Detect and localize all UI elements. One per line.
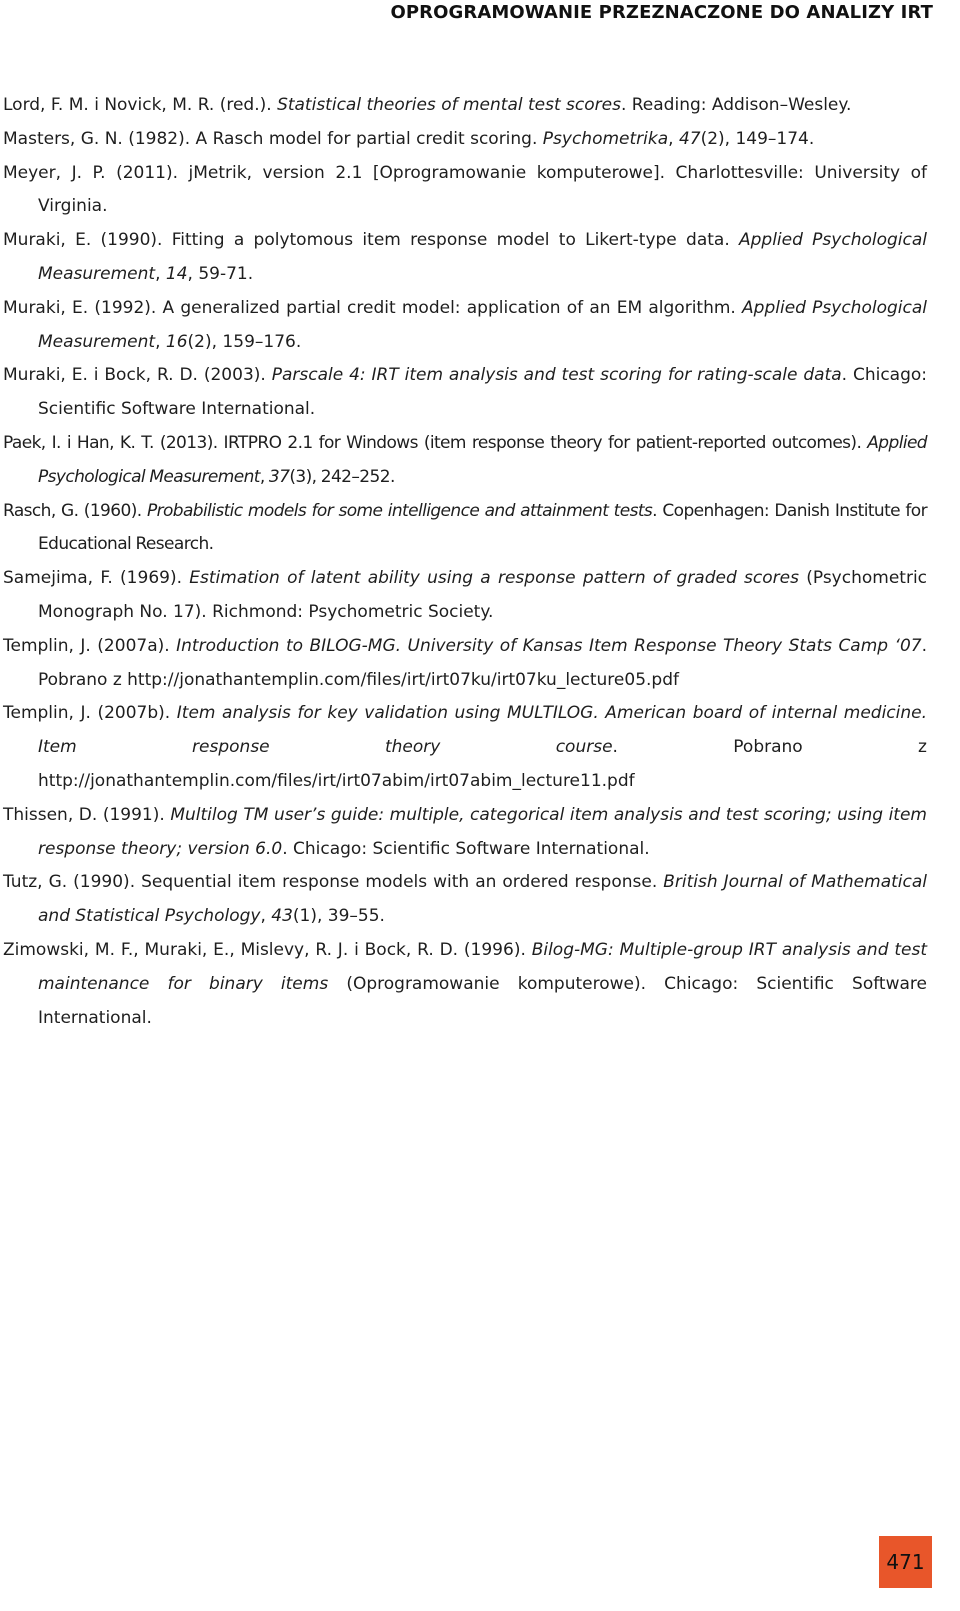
reference-text: Muraki, E. (1990). Fitting a polytomous item response model to Likert-type data. — [3, 230, 739, 251]
reference-text: (2), 159–176. — [187, 331, 302, 352]
reference-text: , 59-71. — [187, 263, 254, 284]
reference-entry — [3, 292, 927, 360]
reference-text: Templin, J. (2007a). — [3, 635, 177, 656]
page-number: 471 — [886, 1550, 925, 1574]
reference-title: Probabilistic models for some intelligence and attainment tests — [146, 500, 653, 521]
reference-volume: 37 — [268, 466, 290, 487]
reference-text: Muraki, E. i Bock, R. D. (2003). — [3, 365, 272, 386]
reference-list — [3, 89, 927, 1035]
reference-entry — [3, 224, 927, 292]
reference-entry — [3, 123, 927, 157]
reference-text: . Chicago: Scientific Software International. — [282, 838, 650, 859]
reference-text: . Chicago: Scientific Software International. — [38, 365, 928, 420]
reference-journal: British Journal of Mathematical and Statistical Psychology — [38, 872, 927, 927]
reference-entry — [3, 630, 927, 698]
reference-entry — [3, 562, 927, 630]
reference-entry — [3, 495, 927, 563]
reference-text: Paek, I. i Han, K. T. (2013). IRTPRO 2.1 for Windows (item response theory for patient-reported outcomes). — [3, 432, 868, 453]
reference-text: Tutz, G. (1990). Sequential item response models with an ordered response. — [3, 872, 664, 893]
reference-text: Rasch, G. (1960). — [3, 500, 147, 521]
reference-volume: 47 — [678, 128, 701, 149]
reference-text: , — [259, 466, 269, 487]
reference-entry — [3, 799, 927, 867]
reference-volume: 16 — [165, 331, 188, 352]
reference-text: Lord, F. M. i Novick, M. R. (red.). — [3, 95, 278, 115]
reference-text: . Reading: Addison–Wesley. — [620, 95, 852, 115]
reference-title: Parscale 4: IRT item analysis and test scoring for rating-scale data — [271, 365, 842, 386]
reference-text: . Copenhagen: Danish Institute for Educational Research. — [38, 500, 927, 555]
reference-text: , — [155, 263, 166, 284]
reference-text: . Pobrano z http://jonathantemplin.com/files/irt/irt07abim/irt07abim_lecture11.pdf — [38, 737, 927, 791]
reference-text: , — [668, 128, 679, 149]
reference-text: (Psychometric Monograph No. 17). Richmond: Psychometric Society. — [38, 568, 928, 622]
reference-volume: 14 — [165, 263, 188, 284]
reference-text: Templin, J. (2007b). — [3, 703, 177, 724]
reference-text: Samejima, F. (1969). — [3, 568, 190, 589]
reference-text: Muraki, E. (1992). A generalized partial credit model: application of an EM algorithm. — [3, 297, 743, 318]
reference-text: , — [260, 906, 272, 927]
reference-title: Multilog TM user’s guide: multiple, categorical item analysis and test scoring; using item response theory; version 6.0 — [38, 804, 927, 859]
reference-text: Masters, G. N. (1982). A Rasch model for partial credit scoring. — [3, 128, 543, 149]
reference-title: Statistical theories of mental test scores — [277, 95, 621, 115]
reference-text: Zimowski, M. F., Muraki, E., Mislevy, R. J. i Bock, R. D. (1996). — [3, 939, 532, 960]
page-number-badge — [879, 1536, 932, 1588]
reference-text: Thissen, D. (1991). — [3, 804, 171, 825]
reference-text: (1), 39–55. — [292, 906, 385, 927]
reference-title: Estimation of latent ability using a response pattern of graded scores — [189, 568, 799, 589]
running-header: OPROGRAMOWANIE PRZEZNACZONE DO ANALIZY IRT — [390, 2, 933, 23]
reference-text: Meyer, J. P. (2011). jMetrik, version 2.1 [Oprogramowanie komputerowe]. Charlottesville: University of Virginia. — [3, 162, 927, 217]
reference-title: Bilog-MG: Multiple-group IRT analysis and test maintenance for binary items — [38, 939, 927, 994]
reference-entry — [3, 89, 927, 123]
reference-entry — [3, 359, 927, 427]
reference-entry — [3, 427, 927, 495]
reference-text: (2), 149–174. — [700, 128, 815, 149]
reference-text: . Pobrano z http://jonathantemplin.com/files/irt/irt07ku/irt07ku_lecture05.pdf — [38, 635, 927, 690]
reference-journal: Applied Psychological Measurement — [38, 230, 927, 284]
reference-entry — [3, 866, 927, 934]
reference-text: , — [155, 331, 166, 352]
reference-text: (3), 242–252. — [289, 466, 395, 487]
reference-text: (Oprogramowanie komputerowe). Chicago: Scientific Software International. — [38, 973, 927, 1028]
reference-title: Introduction to BILOG-MG. University of Kansas Item Response Theory Stats Camp ‘07 — [176, 635, 922, 656]
reference-journal: Psychometrika — [542, 128, 669, 149]
reference-entry — [3, 157, 927, 225]
reference-journal: Applied Psychological Measurement — [38, 297, 927, 352]
reference-title: Item analysis for key validation using MULTILOG. American board of internal medicine. Item response theory course — [38, 703, 927, 758]
reference-journal: Applied Psychological Measurement — [38, 432, 927, 487]
reference-entry — [3, 934, 927, 1035]
reference-volume: 43 — [271, 906, 293, 927]
reference-entry — [3, 697, 927, 798]
